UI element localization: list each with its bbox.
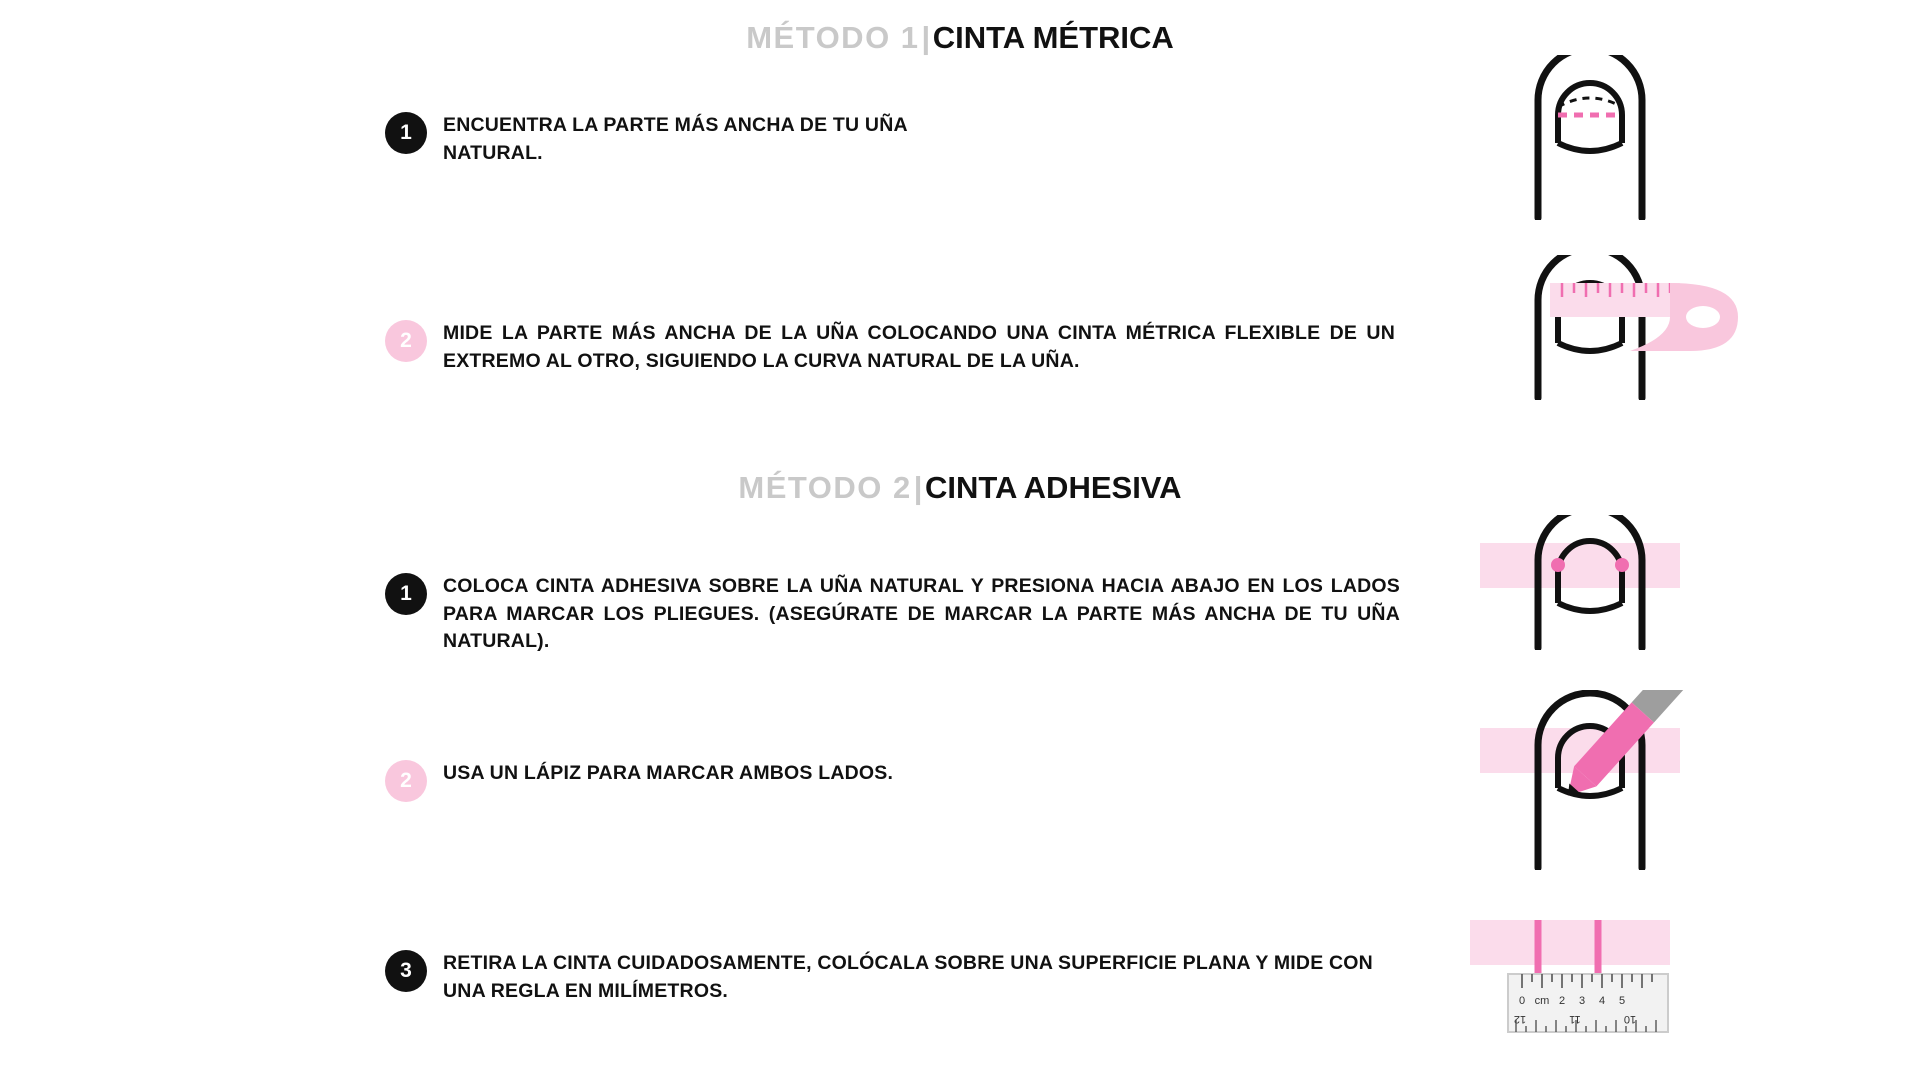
- method-2-heading: [0, 470, 1920, 506]
- step-text: RETIRA LA CINTA CUIDADOSAMENTE, COLÓCALA SOBRE UNA SUPERFICIE PLANA Y MIDE CON UNA REGLA EN MILÍMETROS.: [443, 952, 1373, 1002]
- method-1-label: MÉTODO 1: [746, 20, 920, 55]
- step-badge: 1: [385, 573, 427, 615]
- step-text: MIDE LA PARTE MÁS ANCHA DE LA UÑA COLOCANDO UNA CINTA MÉTRICA FLEXIBLE DE UN EXTREMO AL OTRO, SIGUIENDO LA CURVA NATURAL DE LA UÑA.: [443, 322, 1395, 372]
- method-1-heading: [0, 20, 1920, 56]
- ruler-measuring-icon: [1470, 920, 1700, 1080]
- ruler-tick-2: 2: [1558, 995, 1566, 1007]
- step-badge: 1: [385, 112, 427, 154]
- step-method1-1: [385, 112, 1005, 167]
- ruler-tick-4: 4: [1598, 995, 1606, 1007]
- ruler-tick-12: 12: [1513, 1013, 1527, 1025]
- measuring-tape-icon: [1520, 255, 1750, 400]
- step-badge: 2: [385, 320, 427, 362]
- step-method2-2: [385, 760, 1085, 802]
- step-badge: 2: [385, 760, 427, 802]
- method-2-title: CINTA ADHESIVA: [924, 470, 1182, 505]
- step-text: ENCUENTRA LA PARTE MÁS ANCHA DE TU UÑA NATURAL.: [443, 114, 908, 164]
- method-1-separator: |: [921, 20, 931, 55]
- adhesive-tape-on-nail-icon: [1480, 515, 1690, 650]
- ruler-tick-3: 3: [1578, 995, 1586, 1007]
- step-method1-2: [385, 320, 1395, 375]
- pencil-marking-icon: [1480, 690, 1695, 870]
- ruler-tick-11: 11: [1569, 1013, 1581, 1025]
- method-2-label: MÉTODO 2: [738, 470, 912, 505]
- ruler-tick-10: 10: [1623, 1013, 1637, 1025]
- step-method2-3: [385, 950, 1395, 1005]
- ruler-tick-0: 0: [1518, 995, 1526, 1007]
- ruler-unit-cm: cm: [1534, 995, 1550, 1007]
- step-method2-1: [385, 573, 1400, 656]
- finger-nail-width-icon: [1520, 55, 1660, 220]
- method-2-separator: |: [913, 470, 923, 505]
- method-1-title: CINTA MÉTRICA: [932, 20, 1174, 55]
- step-text: USA UN LÁPIZ PARA MARCAR AMBOS LADOS.: [443, 762, 894, 784]
- step-text: COLOCA CINTA ADHESIVA SOBRE LA UÑA NATURAL Y PRESIONA HACIA ABAJO EN LOS LADOS PARA MARCAR LOS PLIEGUES. (ASEGÚRATE DE MARCAR LA PARTE MÁS ANCHA DE TU UÑA NATURAL).: [443, 575, 1400, 653]
- step-badge: 3: [385, 950, 427, 992]
- ruler-tick-5: 5: [1618, 995, 1626, 1007]
